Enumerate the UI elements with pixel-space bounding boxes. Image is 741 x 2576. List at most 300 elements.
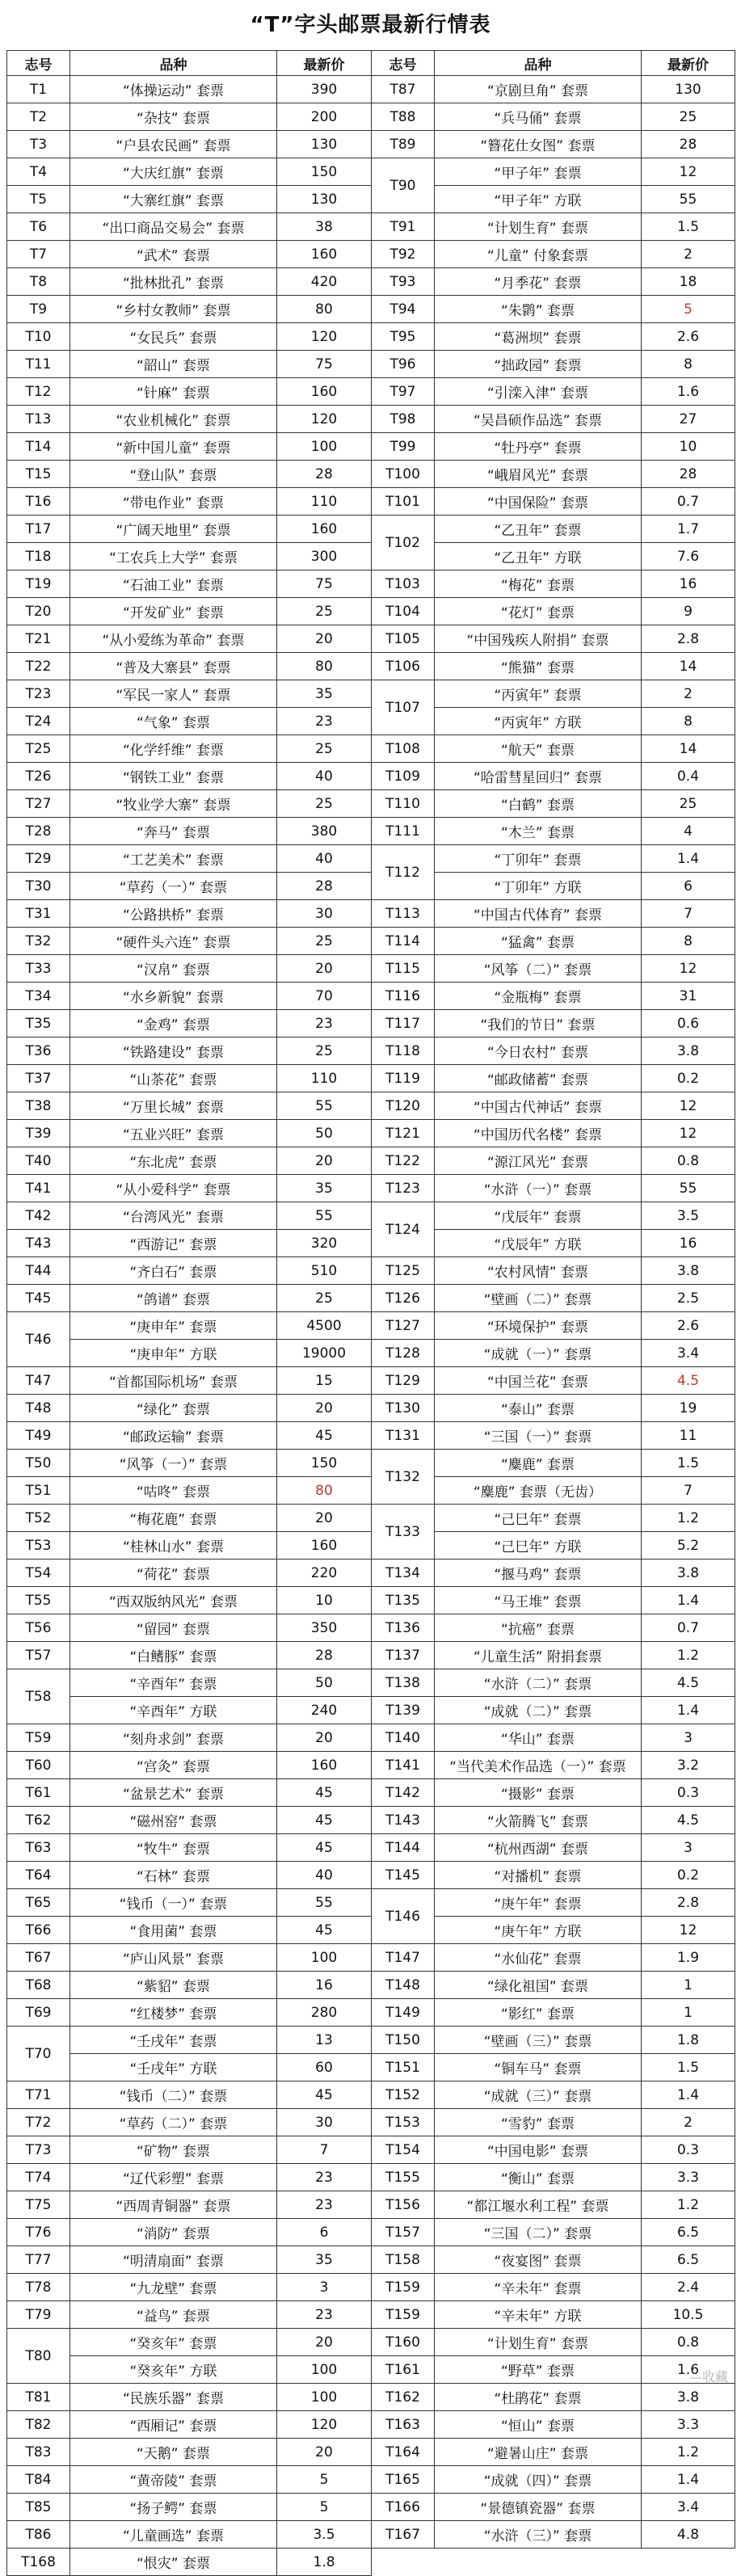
stamp-code: T110 [372, 790, 435, 818]
table-row [7, 2439, 735, 2466]
stamp-name: “邮政运输” 套票 [70, 1422, 277, 1450]
stamp-price: 55 [277, 1092, 372, 1120]
stamp-price: 0.3 [642, 2136, 735, 2164]
stamp-name: “军民一家人” 套票 [70, 680, 277, 708]
stamp-code: T58 [7, 1669, 70, 1724]
stamp-price: 0.7 [642, 488, 735, 516]
stamp-price: 100 [277, 2384, 372, 2411]
stamp-price: 200 [277, 103, 372, 131]
table-row [7, 1889, 735, 1917]
stamp-name: “泰山” 套票 [435, 1395, 642, 1422]
stamp-name: “辛酉年” 方联 [70, 1697, 277, 1724]
stamp-price: 75 [277, 351, 372, 378]
table-row [7, 625, 735, 653]
stamp-code: T143 [372, 1807, 435, 1834]
stamp-price: 45 [277, 1834, 372, 1862]
stamp-name: “辛未年” 方联 [435, 2301, 642, 2329]
stamp-price: 20 [277, 1505, 372, 1532]
stamp-price: 23 [277, 2191, 372, 2219]
stamp-price: 2 [642, 241, 735, 268]
stamp-code: T112 [372, 845, 435, 900]
stamp-price: 12 [642, 158, 735, 186]
stamp-price: 12 [642, 1092, 735, 1120]
stamp-code: T59 [7, 1724, 70, 1752]
stamp-name: “钢铁工业” 套票 [70, 763, 277, 790]
stamp-code: T78 [7, 2274, 70, 2301]
table-row [7, 1917, 735, 1944]
stamp-code: T76 [7, 2219, 70, 2246]
stamp-code: T149 [372, 1999, 435, 2027]
stamp-price: 45 [277, 1807, 372, 1834]
table-row [7, 1999, 735, 2027]
stamp-price: 6.5 [642, 2246, 735, 2274]
stamp-code: T111 [372, 818, 435, 845]
stamp-code: T97 [372, 378, 435, 406]
stamp-code: T159 [372, 2274, 435, 2301]
stamp-code: T87 [372, 76, 435, 103]
stamp-name: “户县农民画” 套票 [70, 131, 277, 158]
header-code-left: 志号 [7, 51, 70, 76]
stamp-code: T131 [372, 1422, 435, 1450]
stamp-code: T39 [7, 1120, 70, 1147]
stamp-name: “庚午年” 套票 [435, 1889, 642, 1917]
stamp-name: “大庆红旗” 套票 [70, 158, 277, 186]
stamp-price: 3.2 [642, 1752, 735, 1779]
stamp-name: “哈雷彗星回归” 套票 [435, 763, 642, 790]
stamp-code: T129 [372, 1367, 435, 1395]
stamp-code: T32 [7, 928, 70, 955]
stamp-name: “天鹅” 套票 [70, 2439, 277, 2466]
stamp-code: T54 [7, 1559, 70, 1587]
stamp-name: “公路拱桥” 套票 [70, 900, 277, 928]
table-row [7, 186, 735, 213]
stamp-name: “中国电影” 套票 [435, 2136, 642, 2164]
stamp-price: 16 [642, 570, 735, 598]
stamp-name: “都江堰水利工程” 套票 [435, 2191, 642, 2219]
stamp-price: 3.8 [642, 1257, 735, 1285]
stamp-price: 1.8 [277, 2549, 372, 2576]
table-row [7, 983, 735, 1010]
stamp-name: “铁路建设” 套票 [70, 1038, 277, 1065]
stamp-code: T107 [372, 680, 435, 735]
table-row [7, 1669, 735, 1697]
stamp-price: 2.5 [642, 1285, 735, 1312]
stamp-price: 2.4 [642, 2274, 735, 2301]
stamp-code: T93 [372, 268, 435, 296]
stamp-price: 1.9 [642, 1944, 735, 1972]
table-row [7, 2054, 735, 2081]
stamp-name: “明清扇面” 套票 [70, 2246, 277, 2274]
stamp-price: 20 [277, 2439, 372, 2466]
stamp-price: 14 [642, 735, 735, 763]
stamp-price: 10 [277, 1587, 372, 1614]
stamp-code: T60 [7, 1752, 70, 1779]
stamp-name: “农村风情” 套票 [435, 1257, 642, 1285]
stamp-name: “杭州西湖” 套票 [435, 1834, 642, 1862]
stamp-price: 160 [277, 1532, 372, 1559]
stamp-name: “计划生育” 套票 [435, 213, 642, 241]
stamp-price: 5 [277, 2494, 372, 2521]
stamp-price: 160 [277, 378, 372, 406]
stamp-code: T53 [7, 1532, 70, 1559]
stamp-price: 40 [277, 1862, 372, 1889]
stamp-name: “红楼梦” 套票 [70, 1999, 277, 2027]
stamp-code: T18 [7, 543, 70, 570]
stamp-price: 1.8 [642, 2027, 735, 2054]
header-price-left: 最新价 [277, 51, 372, 76]
stamp-code: T160 [372, 2329, 435, 2356]
table-row [7, 2109, 735, 2136]
stamp-price: 8 [642, 708, 735, 735]
stamp-code: T101 [372, 488, 435, 516]
stamp-name: “航天” 套票 [435, 735, 642, 763]
stamp-price: 6 [642, 873, 735, 900]
stamp-price: 1.5 [642, 213, 735, 241]
stamp-price: 1.4 [642, 2081, 735, 2109]
stamp-name: “水乡新貌” 套票 [70, 983, 277, 1010]
table-row [7, 103, 735, 131]
stamp-name: “从小爱练为革命” 套票 [70, 625, 277, 653]
stamp-name: “华山” 套票 [435, 1724, 642, 1752]
stamp-name: “景德镇瓷器” 套票 [435, 2494, 642, 2521]
stamp-name: “牧业学大寨” 套票 [70, 790, 277, 818]
stamp-name: “木兰” 套票 [435, 818, 642, 845]
table-row [7, 1367, 735, 1395]
table-row [7, 790, 735, 818]
stamp-code: T141 [372, 1752, 435, 1779]
stamp-code: T38 [7, 1092, 70, 1120]
stamp-code: T108 [372, 735, 435, 763]
stamp-price: 10 [642, 433, 735, 461]
stamp-code: T20 [7, 598, 70, 625]
stamp-code: T142 [372, 1779, 435, 1807]
table-row [7, 1065, 735, 1092]
stamp-name: “食用菌” 套票 [70, 1917, 277, 1944]
stamp-code: T13 [7, 406, 70, 433]
stamp-code: T2 [7, 103, 70, 131]
stamp-code: T65 [7, 1889, 70, 1917]
stamp-name: “台湾风光” 套票 [70, 1202, 277, 1230]
stamp-price: 28 [642, 131, 735, 158]
stamp-name: “中国残疾人附捐” 套票 [435, 625, 642, 653]
stamp-name: “源江风光” 套票 [435, 1147, 642, 1175]
stamp-price: 30 [277, 900, 372, 928]
stamp-name: “三国（二）” 套票 [435, 2219, 642, 2246]
stamp-price: 2 [642, 680, 735, 708]
stamp-name: “金瓶梅” 套票 [435, 983, 642, 1010]
stamp-name: “西厢记” 套票 [70, 2411, 277, 2439]
stamp-name: “从小爱科学” 套票 [70, 1175, 277, 1202]
stamp-price: 28 [277, 461, 372, 488]
table-row [7, 158, 735, 186]
stamp-name: “己巳年” 套票 [435, 1505, 642, 1532]
stamp-code: T22 [7, 653, 70, 680]
stamp-name: “麋鹿” 套票 [435, 1450, 642, 1477]
header-name-left: 品种 [70, 51, 277, 76]
stamp-name: “儿童” 付象套票 [435, 241, 642, 268]
stamp-code: T162 [372, 2384, 435, 2411]
stamp-code: T34 [7, 983, 70, 1010]
stamp-name: “影红” 套票 [435, 1999, 642, 2027]
stamp-name: “辽代彩塑” 套票 [70, 2164, 277, 2191]
stamp-code: T154 [372, 2136, 435, 2164]
stamp-price: 130 [277, 186, 372, 213]
stamp-code: T165 [372, 2466, 435, 2494]
stamp-price: 5 [642, 296, 735, 323]
stamp-code: T15 [7, 461, 70, 488]
stamp-price: 12 [642, 1120, 735, 1147]
table-row [7, 1395, 735, 1422]
table-row [7, 1834, 735, 1862]
stamp-code: T56 [7, 1614, 70, 1642]
stamp-code: T61 [7, 1779, 70, 1807]
stamp-code: T86 [7, 2521, 70, 2549]
stamp-name: “水浒（二）” 套票 [435, 1669, 642, 1697]
stamp-price: 1 [642, 1999, 735, 2027]
stamp-name: “峨眉风光” 套票 [435, 461, 642, 488]
stamp-code: T136 [372, 1614, 435, 1642]
stamp-name: “梅花鹿” 套票 [70, 1505, 277, 1532]
stamp-name: “化学纤维” 套票 [70, 735, 277, 763]
table-row [7, 2301, 735, 2329]
header-price-right: 最新价 [642, 51, 735, 76]
stamp-price: 1.2 [642, 1505, 735, 1532]
stamp-code: T155 [372, 2164, 435, 2191]
stamp-code: T37 [7, 1065, 70, 1092]
stamp-price: 2.6 [642, 1312, 735, 1340]
stamp-code: T148 [372, 1972, 435, 1999]
stamp-code: T9 [7, 296, 70, 323]
stamp-name: “中国古代神话” 套票 [435, 1092, 642, 1120]
table-row [7, 1175, 735, 1202]
stamp-name: “乙丑年” 套票 [435, 516, 642, 543]
table-row [7, 818, 735, 845]
table-row [7, 543, 735, 570]
stamp-code: T144 [372, 1834, 435, 1862]
stamp-price: 110 [277, 488, 372, 516]
stamp-name: “牡丹亭” 套票 [435, 433, 642, 461]
stamp-code: T115 [372, 955, 435, 983]
stamp-name: “齐白石” 套票 [70, 1257, 277, 1285]
stamp-price: 16 [642, 1230, 735, 1257]
stamp-price: 6 [277, 2219, 372, 2246]
stamp-price: 1.7 [642, 516, 735, 543]
stamp-price: 1.2 [642, 1642, 735, 1669]
stamp-code: T11 [7, 351, 70, 378]
table-row [7, 2466, 735, 2494]
stamp-code: T68 [7, 1972, 70, 1999]
stamp-price: 1 [642, 1972, 735, 1999]
stamp-code: T27 [7, 790, 70, 818]
stamp-name: “开发矿业” 套票 [70, 598, 277, 625]
stamp-code: T156 [372, 2191, 435, 2219]
stamp-price: 110 [277, 1065, 372, 1092]
stamp-name: “壬戌年” 套票 [70, 2027, 277, 2054]
stamp-name: “成就（三）” 套票 [435, 2081, 642, 2109]
table-row [7, 2521, 735, 2549]
stamp-price: 28 [277, 873, 372, 900]
stamp-name: “恒山” 套票 [435, 2411, 642, 2439]
stamp-price: 12 [642, 1917, 735, 1944]
stamp-code: T52 [7, 1505, 70, 1532]
stamp-name: “登山队” 套票 [70, 461, 277, 488]
stamp-name: “野草” 套票 [435, 2356, 642, 2384]
stamp-code: T71 [7, 2081, 70, 2109]
stamp-price: 15 [277, 1367, 372, 1395]
stamp-name: “夜宴图” 套票 [435, 2246, 642, 2274]
table-row [7, 213, 735, 241]
stamp-price: 100 [277, 433, 372, 461]
stamp-code: T102 [372, 516, 435, 570]
table-row [7, 1587, 735, 1614]
stamp-price: 70 [277, 983, 372, 1010]
stamp-name: “农业机械化” 套票 [70, 406, 277, 433]
stamp-code: T21 [7, 625, 70, 653]
stamp-price: 320 [277, 1230, 372, 1257]
stamp-code: T113 [372, 900, 435, 928]
stamp-price: 350 [277, 1614, 372, 1642]
stamp-code: T85 [7, 2494, 70, 2521]
stamp-price: 80 [277, 653, 372, 680]
table-row [7, 1010, 735, 1038]
stamp-code: T31 [7, 900, 70, 928]
stamp-price: 31 [642, 983, 735, 1010]
stamp-name: “朱鹮” 套票 [435, 296, 642, 323]
stamp-price: 20 [277, 1147, 372, 1175]
stamp-price: 35 [277, 1175, 372, 1202]
stamp-code: T84 [7, 2466, 70, 2494]
table-row [7, 516, 735, 543]
stamp-code: T30 [7, 873, 70, 900]
stamp-name: “水仙花” 套票 [435, 1944, 642, 1972]
stamp-name: “白鳍豚” 套票 [70, 1642, 277, 1669]
table-row [7, 1422, 735, 1450]
stamp-price: 14 [642, 653, 735, 680]
stamp-code: T124 [372, 1202, 435, 1257]
stamp-name: “奔马” 套票 [70, 818, 277, 845]
stamp-price: 2.8 [642, 1889, 735, 1917]
stamp-code: T49 [7, 1422, 70, 1450]
stamp-code: T114 [372, 928, 435, 955]
stamp-name: “体操运动” 套票 [70, 76, 277, 103]
stamp-name: “荷花” 套票 [70, 1559, 277, 1587]
stamp-price: 3.8 [642, 1038, 735, 1065]
stamp-code: T133 [372, 1505, 435, 1559]
stamp-name: “五业兴旺” 套票 [70, 1120, 277, 1147]
stamp-name: “庚申年” 方联 [70, 1340, 277, 1367]
stamp-price: 50 [277, 1120, 372, 1147]
stamp-code: T1 [7, 76, 70, 103]
stamp-price: 1.6 [642, 2356, 735, 2384]
stamp-code: T145 [372, 1862, 435, 1889]
stamp-code: T150 [372, 2027, 435, 2054]
table-row [7, 268, 735, 296]
stamp-price: 27 [642, 406, 735, 433]
stamp-price: 23 [277, 1010, 372, 1038]
stamp-price: 100 [277, 1944, 372, 1972]
stamp-code: T137 [372, 1642, 435, 1669]
stamp-code: T44 [7, 1257, 70, 1285]
stamp-code: T168 [7, 2549, 70, 2576]
stamp-price: 16 [277, 1972, 372, 1999]
stamp-code: T80 [7, 2329, 70, 2384]
stamp-code: T17 [7, 516, 70, 543]
stamp-name: “白鹤” 套票 [435, 790, 642, 818]
stamp-code: T45 [7, 1285, 70, 1312]
stamp-code: T36 [7, 1038, 70, 1065]
table-row [7, 1697, 735, 1724]
stamp-price: 7 [642, 1477, 735, 1505]
stamp-price: 55 [642, 1175, 735, 1202]
table-row [7, 433, 735, 461]
table-row [7, 928, 735, 955]
stamp-name: “宫灸” 套票 [70, 1752, 277, 1779]
stamp-name: “益鸟” 套票 [70, 2301, 277, 2329]
stamp-code: T135 [372, 1587, 435, 1614]
stamp-name: “桂林山水” 套票 [70, 1532, 277, 1559]
stamp-price: 50 [277, 1669, 372, 1697]
table-row [7, 1340, 735, 1367]
table-row [7, 1230, 735, 1257]
stamp-price: 80 [277, 1477, 372, 1505]
stamp-price: 1.6 [642, 378, 735, 406]
stamp-name: “衡山” 套票 [435, 2164, 642, 2191]
stamp-price: 510 [277, 1257, 372, 1285]
stamp-price: 3.3 [642, 2411, 735, 2439]
stamp-name: “石油工业” 套票 [70, 570, 277, 598]
stamp-price: 6.5 [642, 2219, 735, 2246]
stamp-code: T82 [7, 2411, 70, 2439]
stamp-price: 20 [277, 625, 372, 653]
stamp-price: 25 [277, 598, 372, 625]
stamp-price: 25 [277, 1038, 372, 1065]
stamp-code: T167 [372, 2521, 435, 2549]
stamp-price: 45 [277, 1917, 372, 1944]
table-row [7, 2246, 735, 2274]
header-code-right: 志号 [372, 51, 435, 76]
stamp-price: 25 [277, 790, 372, 818]
stamp-code: T6 [7, 213, 70, 241]
stamp-name: “大寨红旗” 套票 [70, 186, 277, 213]
stamp-price: 10.5 [642, 2301, 735, 2329]
stamp-price: 220 [277, 1559, 372, 1587]
stamp-name: “丙寅年” 方联 [435, 708, 642, 735]
stamp-code: T79 [7, 2301, 70, 2329]
stamp-code: T16 [7, 488, 70, 516]
stamp-code: T89 [372, 131, 435, 158]
stamp-price: 4.5 [642, 1807, 735, 1834]
stamp-price: 3 [642, 1834, 735, 1862]
stamp-name: “铜车马” 套票 [435, 2054, 642, 2081]
stamp-price: 160 [277, 241, 372, 268]
stamp-code: T125 [372, 1257, 435, 1285]
stamp-price: 7.6 [642, 543, 735, 570]
stamp-name: “邮政储蓄” 套票 [435, 1065, 642, 1092]
stamp-code: T74 [7, 2164, 70, 2191]
table-row [7, 2136, 735, 2164]
stamp-price: 120 [277, 323, 372, 351]
stamp-name: “西双版纳风光” 套票 [70, 1587, 277, 1614]
table-row [7, 76, 735, 103]
stamp-name: “水浒（一）” 套票 [435, 1175, 642, 1202]
stamp-price: 3.8 [642, 1559, 735, 1587]
stamp-price: 130 [277, 131, 372, 158]
stamp-name: “九龙壁” 套票 [70, 2274, 277, 2301]
stamp-price: 0.2 [642, 1065, 735, 1092]
price-table [6, 50, 735, 2576]
stamp-price: 0.2 [642, 1862, 735, 1889]
stamp-name: “己巳年” 方联 [435, 1532, 642, 1559]
